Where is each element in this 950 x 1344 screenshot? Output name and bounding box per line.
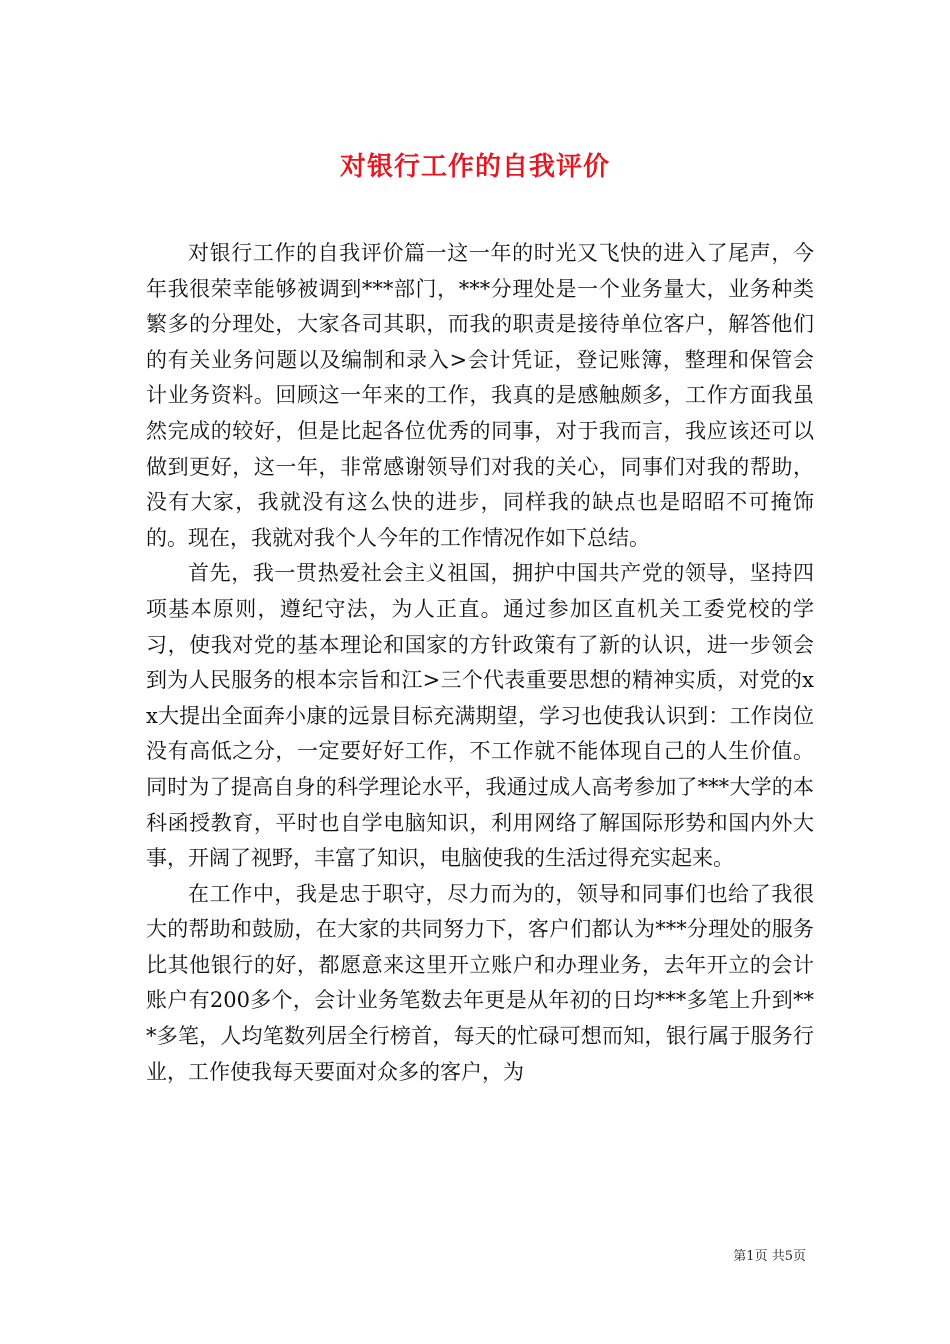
page-number-footer xyxy=(0,1245,806,1264)
paragraph-2: 首先，我一贯热爱社会主义祖国，拥护中国共产党的领导，坚持四项基本原则，遵纪守法，为人正直。通过参加区直机关工委党校的学习，使我对党的基本理论和国家的方针政策有了新的认识，进一步领会到为人民服务的根本宗旨和江>三个代表重要思想的精神实质，对党的xx大提出全面奔小康的远景目标充满期望，学习也使我认识到：工作岗位没有高低之分，一定要好好工作，不工作就不能体现自己的人生价值。同时为了提高自身的科学理论水平，我通过成人高考参加了***大学的本科函授教育，平时也自学电脑知识，利用网络了解国际形势和国内外大事，开阔了视野，丰富了知识，电脑使我的生活过得充实起来。 xyxy=(146,561,814,871)
footer-total-pages: 5 xyxy=(784,1249,793,1264)
footer-current-page: 1 xyxy=(746,1249,755,1264)
document-title: 对银行工作的自我评价 xyxy=(339,152,610,183)
footer-suffix: 页 xyxy=(792,1249,806,1264)
document-body xyxy=(146,236,814,1090)
paragraph-3: 在工作中，我是忠于职守，尽力而为的，领导和同事们也给了我很大的帮助和鼓励，在大家的共同努力下，客户们都认为***分理处的服务比其他银行的好，都愿意来这里开立账户和办理业务，去年开立的会计账户有200多个，会计业务笔数去年更是从年初的日均***多笔上升到***多笔，人均笔数列居全行榜首，每天的忙碌可想而知，银行属于服务行业，工作使我每天要面对众多的客户，为 xyxy=(146,881,814,1084)
paragraph-1: 对银行工作的自我评价篇一这一年的时光又飞快的进入了尾声，今年我很荣幸能够被调到***部门，***分理处是一个业务量大，业务种类繁多的分理处，大家各司其职，而我的职责是接待单位客户，解答他们的有关业务问题以及编制和录入>会计凭证，登记账簿，整理和保管会计业务资料。回顾这一年来的工作，我真的是感触颇多，工作方面我虽然完成的较好，但是比起各位优秀的同事，对于我而言，我应该还可以做到更好，这一年，非常感谢领导们对我的关心，同事们对我的帮助，没有大家，我就没有这么快的进步，同样我的缺点也是昭昭不可掩饰的。现在，我就对我个人今年的工作情况作如下总结。 xyxy=(146,241,814,550)
footer-middle: 页 共 xyxy=(754,1249,785,1264)
footer-prefix: 第 xyxy=(733,1249,747,1264)
